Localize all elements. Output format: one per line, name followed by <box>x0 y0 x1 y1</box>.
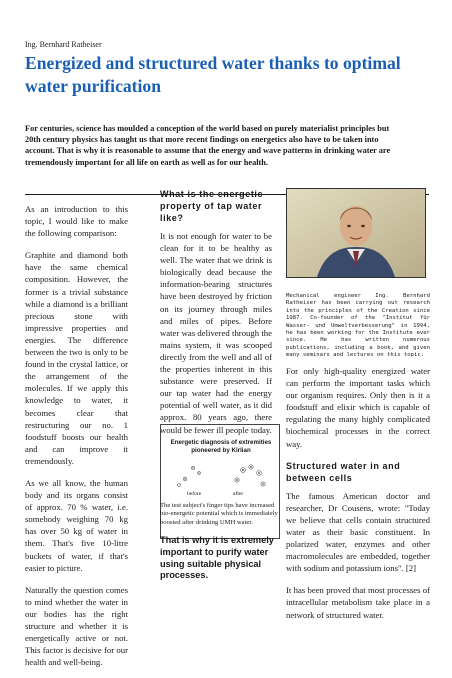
figure-caption: The test subject's finger tips have increased bio-energetic potential which is immediately boosted after drinking UMH water. <box>160 502 278 526</box>
author-bio: Mechanical engineer Ing. Bernhard Ratheiser has been carrying out research into the principles of the Creation since 1987. Co-founder of the "Institut für Wasser- und Umweltverbesserung" in 1994, he has been working for the Institute ever since. He has written numerous publications, including a book, and given many seminars and lectures on this topic. <box>286 293 430 359</box>
column-2 <box>160 188 272 446</box>
body-paragraph: As we all know, the human body and its organs consist of approx. 70 % water, i.e. somebody weighing 70 kg has over 50 kg of water in them. That's five 10-litre buckets of water, if that's easier to picture. <box>25 477 128 573</box>
body-paragraph: The famous American doctor and researcher, Dr Cousens, wrote: "Today we believe that cells contain structured water as their basic constituent. In polarized water, enzymes and other macromolecules are embedded, together with sodium and potassium ions". [2] <box>286 490 430 574</box>
column-1 <box>25 203 128 678</box>
section-heading: What is the energetic property of tap water like? <box>160 189 264 223</box>
body-paragraph: For only high-quality energized water can perform the important tasks which our organism requires. Only then is it a foodstuff and elixir which is capable of regulating the many highly complicated biochemical processes in the correct way. <box>286 366 430 449</box>
kirlian-image <box>167 459 275 499</box>
portrait-image <box>287 189 425 277</box>
body-paragraph: It is not enough for water to be clean for it to be healthy as well. The water that we drink is biologically dead because the information-bearing structures have been destroyed by friction on its journey through miles and miles of pipes. Before water was delivered through the mains system, it was scooped directly from the well and all of the properties inherent in this substance were preserved. If our tap water had the energy potential of well water, as it did approx. 80 years ago, there would be fewer ill people today. <box>160 231 272 435</box>
conclusion-callout: That is why it is extremely important to purify water using suitable physical processes. <box>160 535 274 581</box>
section-heading: Structured water in and between cells <box>286 460 401 483</box>
body-paragraph: It has been proved that most processes of intracellular metabolism take place in a network of structured water. <box>286 585 430 620</box>
fingertip-aura <box>178 484 181 487</box>
label-before: before <box>187 491 202 497</box>
article-title: Energized and structured water thanks to optimal water purification <box>25 53 401 96</box>
author-name: Ing. Bernhard Ratheiser <box>25 40 102 49</box>
figure-title: Energetic diagnosis of extremities pioneered by Kirlian <box>170 439 272 454</box>
author-photo <box>286 188 426 278</box>
label-after: after <box>233 491 244 497</box>
intro-paragraph: For centuries, science has moulded a conception of the world based on purely materialist principles but 20th century physics has taught us that more recent findings on energetics also have to be taken into account. That is why it is reasonable to assume that the energy and wave patterns in drinking water are tremendously important for all life on earth as well as for our health. <box>25 124 391 167</box>
body-paragraph: Naturally the question comes to mind whether the water in our bodies has the right structure and whether it is energetically active or not. This factor is decisive for our health and well-being. <box>25 584 128 668</box>
body-paragraph: Graphite and diamond both have the same chemical composition. However, the former is a trivial substance while a diamond is a brilliant precious stone with impressive properties and energies. The difference between the two is only to be found in the crystal lattice, or the arrangement of the molecules. If we apply this knowledge to water, it becomes clear that restructuring our no. 1 foodstuff boosts our health and can improve it tremendously. <box>25 250 128 466</box>
body-paragraph: As an introduction to this topic, I would like to make the following comparison: <box>25 204 128 239</box>
column-3 <box>286 365 430 631</box>
